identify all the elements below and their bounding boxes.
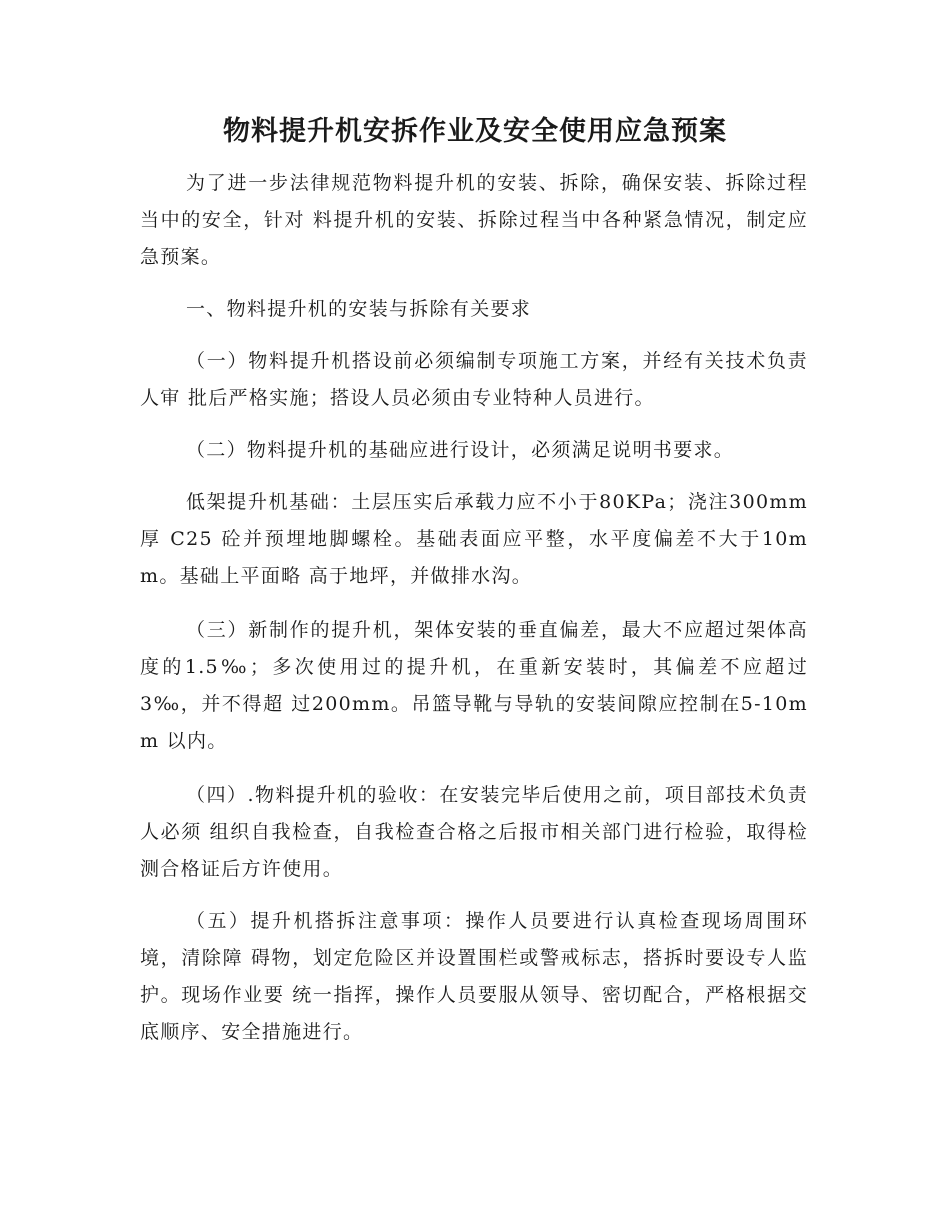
foundation-paragraph: 低架提升机基础：土层压实后承载力应不小于80KPa；浇注300mm厚 C25 砼并预埋地脚螺栓。基础表面应平整，水平度偏差不大于10mm。基础上平面略 高于地坪，并做排水沟。	[140, 491, 808, 587]
intro-paragraph: 为了进一步法律规范物料提升机的安装、拆除，确保安装、拆除过程当中的安全，针对 料提升机的安装、拆除过程当中各种紧急情况，制定应急预案。	[140, 172, 808, 268]
requirement-4-paragraph: （四）.物料提升机的验收：在安装完毕后使用之前，项目部技术负责人必须 组织自我检查，自我检查合格之后报市相关部门进行检验，取得检测合格证后方许使用。	[140, 784, 808, 880]
requirement-2-paragraph: （二）物料提升机的基础应进行设计，必须满足说明书要求。	[186, 439, 735, 461]
requirement-3-paragraph: （三）新制作的提升机，架体安装的垂直偏差，最大不应超过架体高度的1.5‰；多次使用过的提升机，在重新安装时，其偏差不应超过3‰，并不得超 过200mm。吊篮导靴与导轨的安装间隙应控制在5-10mm 以内。	[140, 619, 808, 752]
requirement-1-paragraph: （一）物料提升机搭设前必须编制专项施工方案，并经有关技术负责人审 批后严格实施；搭设人员必须由专业特种人员进行。	[140, 350, 808, 409]
section-heading-1: 一、物料提升机的安装与拆除有关要求	[186, 298, 532, 320]
document-title: 物料提升机安拆作业及安全使用应急预案	[223, 116, 727, 147]
requirement-5-paragraph: （五）提升机搭拆注意事项：操作人员要进行认真检查现场周围环境，清除障 碍物，划定危险区并设置围栏或警戒标志，搭拆时要设专人监护。现场作业要 统一指挥，操作人员要服从领导、密切配合，严格根据交底顺序、安全措施进行。	[140, 910, 808, 1043]
